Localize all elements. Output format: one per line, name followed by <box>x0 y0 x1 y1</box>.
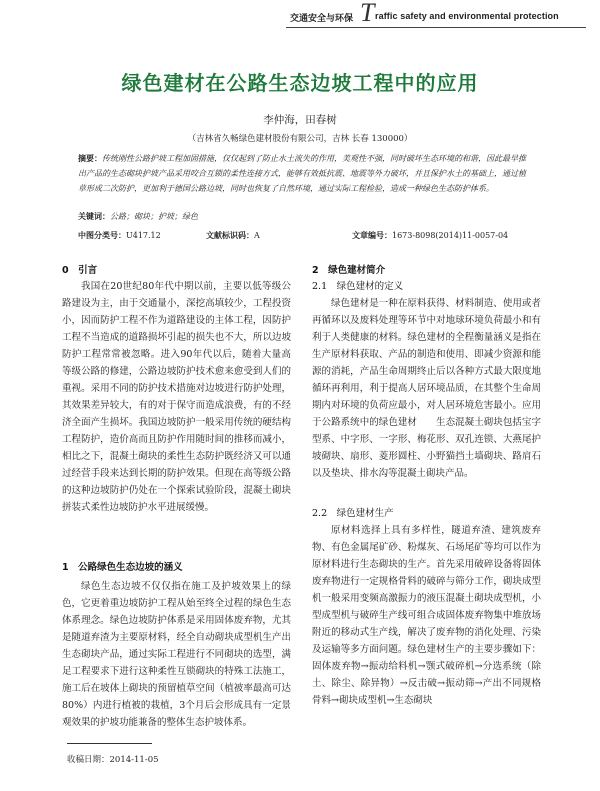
section-2-1-heading: 2.1 绿色建材的定义 <box>312 281 404 292</box>
abstract-text: 传统刚性公路护坡工程加固措施，仅仅起到了防止水土流失的作用，美观性不强，同时破坏生态环境的和谐，因此最早推出产品的生态砌块护坡产品采用咬合互锁的柔性连接方式，能够有效抵抗震、地震等外力破坏，并且保护水土的基础上，通过植草形成二次防护，更加利于德国公路边坡，同时也恢复了自然环境，通过实际工程检验，造成一种绿色生态防护体系。 <box>78 154 526 193</box>
section-2-1-text: 绿色建材是一种在原料获得、材料制造、使用或者再循环以及废料处理等环节中对地球环境负荷最小和有利于人类健康的材料。绿色建材的全程衡量涵义是指在生产原材料获取、产品的制造和使用、即减少资源和能源的消耗，产品生命周期终止后以各种方式最大限度地循环再利用，利于提高人居环境品质，在其整个生命周期内对环境的负荷应最小，对人居环境危害最小。应用于公路系统中的绿色建材 生态混凝土砌块包括宝字型系、中字形、一字形、梅花形、双孔连锁、大燕尾护坡砌块、扇形、菱形圆柱、小野猫挡土墙砌块、路肩石以及垫块、排水沟等混凝土砌块产品。 <box>312 298 541 479</box>
article-id <box>352 230 508 241</box>
keywords-text: 公路；砌块；护坡；绿色 <box>110 212 198 221</box>
abstract-label: 摘要： <box>78 153 102 163</box>
article-title: 绿色建材在公路生态边坡工程中的应用 <box>121 71 479 95</box>
author-affiliation: （吉林省久畅绿色建材股份有限公司，吉林 长春 130000） <box>187 134 413 144</box>
article-authors: 李仲海，田春树 <box>263 114 337 126</box>
section-1-heading: 1 公路绿色生态边坡的涵义 <box>62 562 183 573</box>
journal-logo-letter: T <box>360 0 375 27</box>
journal-title-en: raffic safety and environmental protection <box>375 11 559 21</box>
section-2-2-text: 原材料选择上具有多样性，隧道弃渣、建筑废弃物、有色金属尾矿砂、粉煤灰、石场尾矿等均可以作为原材料进行生态砌块的生产。首先采用破碎设备将固体废弃物进行一定规格骨料的破碎与筛分工作，砌块成型机一般采用变频高激振力的液压混凝土砌块成型机，小型成型机与破碎生产线可组合成固体废弃物集中堆放场附近的移动式生产线，解决了废弃物的消化处理、污染及运输等多方面问题。绿色建材生产的主要步骤如下：固体废弃物→振动给料机→颚式破碎机→分选系统（除土、除尘、除异物）→反击破→振动筛→产出不同规格骨料→砌块成型机→生态砌块 <box>312 525 541 706</box>
section-2-2-heading: 2.2 绿色建材生产 <box>312 508 394 519</box>
document-code <box>206 230 260 241</box>
doc-code-value: A <box>254 231 260 240</box>
section-0-heading: 0 引言 <box>62 265 98 276</box>
section-2-heading: 2 绿色建材简介 <box>312 265 386 276</box>
section-1-text: 绿色生态边坡不仅仅指在施工及护坡效果上的绿色，它更着重边坡防护工程从始至终全过程的绿色生态体系理念。绿色边坡防护体系是采用固体废弃物，尤其是随道弃渣为主要原材料，经全自动砌块成型机生产出生态砌块产品，通过实际工程进行不同砌块的选型，满足工程要求下进行这种柔性互锁砌块的特殊工法施工，施工后在坡体上砌块的预留植草空间（植被率最高可达80%）内进行植被的栽植，3个月后会形成具有一定景观效果的护坡功能兼备的整体生态护坡体系。 <box>62 581 291 728</box>
article-id-value: 1673-8098(2014)11-0057-04 <box>392 231 509 240</box>
clc-label: 中图分类号： <box>78 230 126 240</box>
header-rule <box>286 27 586 28</box>
footnote-rule <box>67 743 152 744</box>
keywords <box>78 211 532 222</box>
clc-value: U417.12 <box>126 231 161 240</box>
received-date: 收稿日期：2014-11-05 <box>67 755 159 765</box>
keywords-label: 关键词： <box>78 211 110 221</box>
section-0-text: 我国在20世纪80年代中期以前，主要以低等级公路建设为主，由于交通量小，深挖高填较少，工程投资小，因而防护工程不作为道路建设的主体工程，因防护工程不当造成的道路损坏引起的损失也不大，所以边坡防护工程常常被忽略。进入90年代以后，随着大量高等级公路的修建，公路边坡防护技术愈来愈受到人们的重视。采用不同的防护技术措施对边坡进行防护处理，其效果差异较大，有的对于保守而造成浪费，有的不经济全面产生损坏。我国边坡防护一般采用传统的硬结构工程防护，造价高而且防护作用随时间的推移而减小，相比之下，混凝土砌块的柔性生态防护既经济又可以通过经营手段来达到长期的防护效果。但现在高等级公路的这种边坡防护仍处在一个探索试验阶段，混凝土砌块拼装式柔性边坡防护水平进展缓慢。 <box>62 281 291 513</box>
journal-title-cn: 交通安全与环保 <box>290 14 354 24</box>
doc-code-label: 文献标识码： <box>206 230 254 240</box>
article-id-label: 文章编号： <box>352 230 392 240</box>
clc-number <box>78 230 161 241</box>
abstract <box>78 151 532 196</box>
